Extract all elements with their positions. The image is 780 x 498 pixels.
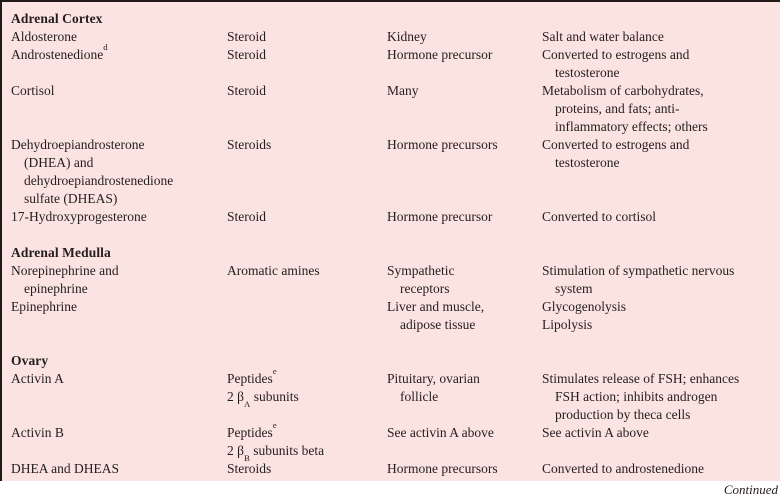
- text-segment: follicle: [400, 389, 439, 404]
- superscript-note: e: [272, 420, 277, 431]
- text-segment: Salt and water balance: [542, 29, 664, 44]
- text-line: [542, 406, 780, 424]
- text-line: [11, 190, 227, 208]
- text-segment: Steroids: [227, 461, 272, 476]
- cell-target: [387, 28, 542, 46]
- text-line: [227, 366, 387, 388]
- cell-function: [542, 208, 780, 226]
- text-line: [227, 82, 387, 100]
- text-segment: Peptides: [227, 371, 273, 386]
- table-row: [11, 460, 780, 478]
- text-line: [11, 424, 227, 442]
- cell-target: [387, 46, 542, 64]
- text-line: [227, 46, 387, 64]
- cell-target: [387, 208, 542, 226]
- section-header: Adrenal Medulla: [11, 245, 111, 260]
- table-row: [11, 42, 780, 82]
- text-segment: Steroids: [227, 137, 272, 152]
- text-segment: See activin A above: [542, 425, 649, 440]
- table-row: [11, 366, 780, 424]
- text-line: [11, 460, 227, 478]
- cell-chemical-class: [227, 82, 387, 100]
- cell-chemical-class: [227, 28, 387, 46]
- table-row: [11, 298, 780, 334]
- cell-function: [542, 136, 780, 172]
- cell-chemical-class: [227, 136, 387, 154]
- cell-function: [542, 262, 780, 298]
- text-line: [542, 208, 780, 226]
- text-segment: Glycogenolysis: [542, 299, 626, 314]
- text-line: [387, 424, 542, 442]
- cell-function: [542, 46, 780, 82]
- cell-hormone: [11, 208, 227, 226]
- text-line: [542, 82, 780, 100]
- table-row: [11, 28, 780, 46]
- text-line: [387, 136, 542, 154]
- text-segment: Converted to cortisol: [542, 209, 656, 224]
- text-line: [542, 370, 780, 388]
- text-segment: Peptides: [227, 425, 273, 440]
- cell-chemical-class: [227, 420, 387, 464]
- cell-chemical-class: [227, 46, 387, 64]
- text-line: [387, 28, 542, 46]
- cell-target: [387, 82, 542, 100]
- text-line: [11, 172, 227, 190]
- text-line: [11, 154, 227, 172]
- table-row: [11, 136, 780, 208]
- text-line: [542, 136, 780, 154]
- cell-hormone: [11, 298, 227, 316]
- text-segment: Liver and muscle,: [387, 299, 485, 314]
- text-segment: Kidney: [387, 29, 427, 44]
- text-segment: Steroid: [227, 83, 266, 98]
- text-segment: dehydroepiandrostenedione: [24, 173, 174, 188]
- text-segment: Steroid: [227, 29, 266, 44]
- text-segment: Stimulation of sympathetic nervous: [542, 263, 735, 278]
- table-section: [11, 244, 780, 334]
- text-line: [227, 208, 387, 226]
- text-segment: Converted to estrogens and: [542, 137, 690, 152]
- continued-label: Continued: [723, 482, 778, 497]
- text-line: [542, 280, 780, 298]
- cell-function: [542, 82, 780, 136]
- cell-function: [542, 460, 780, 478]
- text-line: [227, 262, 387, 280]
- text-line: [387, 460, 542, 478]
- cell-hormone: [11, 424, 227, 442]
- cell-function: [542, 28, 780, 46]
- text-segment: production by theca cells: [555, 407, 691, 422]
- text-segment: inflammatory effects; others: [555, 119, 708, 134]
- text-line: [227, 420, 387, 442]
- text-line: [387, 388, 542, 406]
- text-segment: Aromatic amines: [227, 263, 320, 278]
- text-line: [542, 28, 780, 46]
- table-row: [11, 82, 780, 136]
- text-line: [387, 298, 542, 316]
- text-line: [387, 316, 542, 334]
- text-line: [11, 280, 227, 298]
- text-segment: system: [555, 281, 593, 296]
- text-line: [227, 442, 387, 464]
- text-line: [227, 28, 387, 46]
- text-line: [11, 136, 227, 154]
- text-line: [387, 46, 542, 64]
- text-line: [542, 262, 780, 280]
- text-line: [542, 298, 780, 316]
- text-line: [387, 208, 542, 226]
- text-segment: Hormone precursors: [387, 137, 498, 152]
- cell-function: [542, 298, 780, 334]
- text-segment: DHEA and DHEAS: [11, 461, 119, 476]
- text-line: [11, 208, 227, 226]
- superscript-note: e: [272, 366, 277, 377]
- text-segment: 17-Hydroxyprogesterone: [11, 209, 147, 224]
- cell-target: [387, 460, 542, 478]
- text-segment: testosterone: [555, 65, 620, 80]
- text-line: [11, 370, 227, 388]
- cell-hormone: [11, 262, 227, 298]
- cell-target: [387, 370, 542, 406]
- text-line: [542, 388, 780, 406]
- cell-function: [542, 370, 780, 424]
- text-line: [387, 280, 542, 298]
- cell-chemical-class: [227, 208, 387, 226]
- text-segment: Pituitary, ovarian: [387, 371, 480, 386]
- text-line: [387, 82, 542, 100]
- cell-chemical-class: [227, 366, 387, 410]
- cell-hormone: [11, 460, 227, 478]
- cell-chemical-class: [227, 262, 387, 280]
- cell-chemical-class: [227, 460, 387, 478]
- text-segment: epinephrine: [24, 281, 88, 296]
- text-line: [387, 370, 542, 388]
- text-line: [11, 298, 227, 316]
- cell-chemical-class: [227, 298, 387, 316]
- text-line: [11, 82, 227, 100]
- text-segment: subunits: [250, 389, 299, 404]
- text-line: [542, 100, 780, 118]
- table-row: [11, 262, 780, 298]
- text-segment: See activin A above: [387, 425, 494, 440]
- subscript-label: A: [244, 399, 251, 410]
- cell-hormone: [11, 82, 227, 100]
- text-line: [542, 154, 780, 172]
- cell-hormone: [11, 42, 227, 64]
- text-segment: Steroid: [227, 47, 266, 62]
- text-segment: Activin B: [11, 425, 64, 440]
- table-row: [11, 208, 780, 226]
- subscript-label: B: [244, 453, 250, 464]
- text-segment: Norepinephrine and: [11, 263, 119, 278]
- section-header: Adrenal Cortex: [11, 11, 103, 26]
- cell-hormone: [11, 136, 227, 208]
- section-header: Ovary: [11, 353, 49, 368]
- text-segment: Metabolism of carbohydrates,: [542, 83, 704, 98]
- table-row: [11, 420, 780, 464]
- text-segment: Sympathetic: [387, 263, 455, 278]
- text-line: [227, 460, 387, 478]
- text-segment: Lipolysis: [542, 317, 593, 332]
- text-line: [542, 424, 780, 442]
- text-segment: subunits beta: [249, 443, 325, 458]
- text-segment: adipose tissue: [400, 317, 476, 332]
- cell-hormone: [11, 28, 227, 46]
- text-segment: Activin A: [11, 371, 64, 386]
- superscript-note: d: [103, 42, 108, 53]
- text-line: [11, 42, 227, 64]
- cell-target: [387, 136, 542, 154]
- text-segment: 2 β: [227, 389, 244, 404]
- text-line: [227, 388, 387, 410]
- text-segment: Dehydroepiandrosterone: [11, 137, 145, 152]
- text-segment: Steroid: [227, 209, 266, 224]
- text-segment: Converted to androstenedione: [542, 461, 704, 476]
- text-segment: Converted to estrogens and: [542, 47, 690, 62]
- text-segment: (DHEA) and: [24, 155, 94, 170]
- cell-target: [387, 262, 542, 298]
- text-line: [542, 460, 780, 478]
- text-line: [11, 28, 227, 46]
- text-line: [542, 64, 780, 82]
- text-segment: receptors: [400, 281, 450, 296]
- cell-target: [387, 298, 542, 334]
- text-segment: Stimulates release of FSH; enhances: [542, 371, 740, 386]
- text-segment: Androstenedione: [11, 47, 104, 62]
- text-segment: proteins, and fats; anti-: [555, 101, 680, 116]
- text-segment: Cortisol: [11, 83, 55, 98]
- cell-function: [542, 424, 780, 442]
- table-section: [11, 10, 780, 226]
- text-segment: FSH action; inhibits androgen: [555, 389, 718, 404]
- text-segment: sulfate (DHEAS): [24, 191, 118, 206]
- text-line: [542, 316, 780, 334]
- text-segment: Epinephrine: [11, 299, 77, 314]
- text-segment: Hormone precursor: [387, 209, 493, 224]
- text-segment: Aldosterone: [11, 29, 77, 44]
- text-line: [227, 136, 387, 154]
- cell-target: [387, 424, 542, 442]
- text-line: [387, 262, 542, 280]
- text-segment: Hormone precursors: [387, 461, 498, 476]
- text-line: [11, 262, 227, 280]
- text-segment: testosterone: [555, 155, 620, 170]
- text-segment: 2 β: [227, 443, 244, 458]
- text-segment: Many: [387, 83, 419, 98]
- text-line: [542, 46, 780, 64]
- table-section: [11, 352, 780, 478]
- text-line: [542, 118, 780, 136]
- text-segment: Hormone precursor: [387, 47, 493, 62]
- cell-hormone: [11, 370, 227, 388]
